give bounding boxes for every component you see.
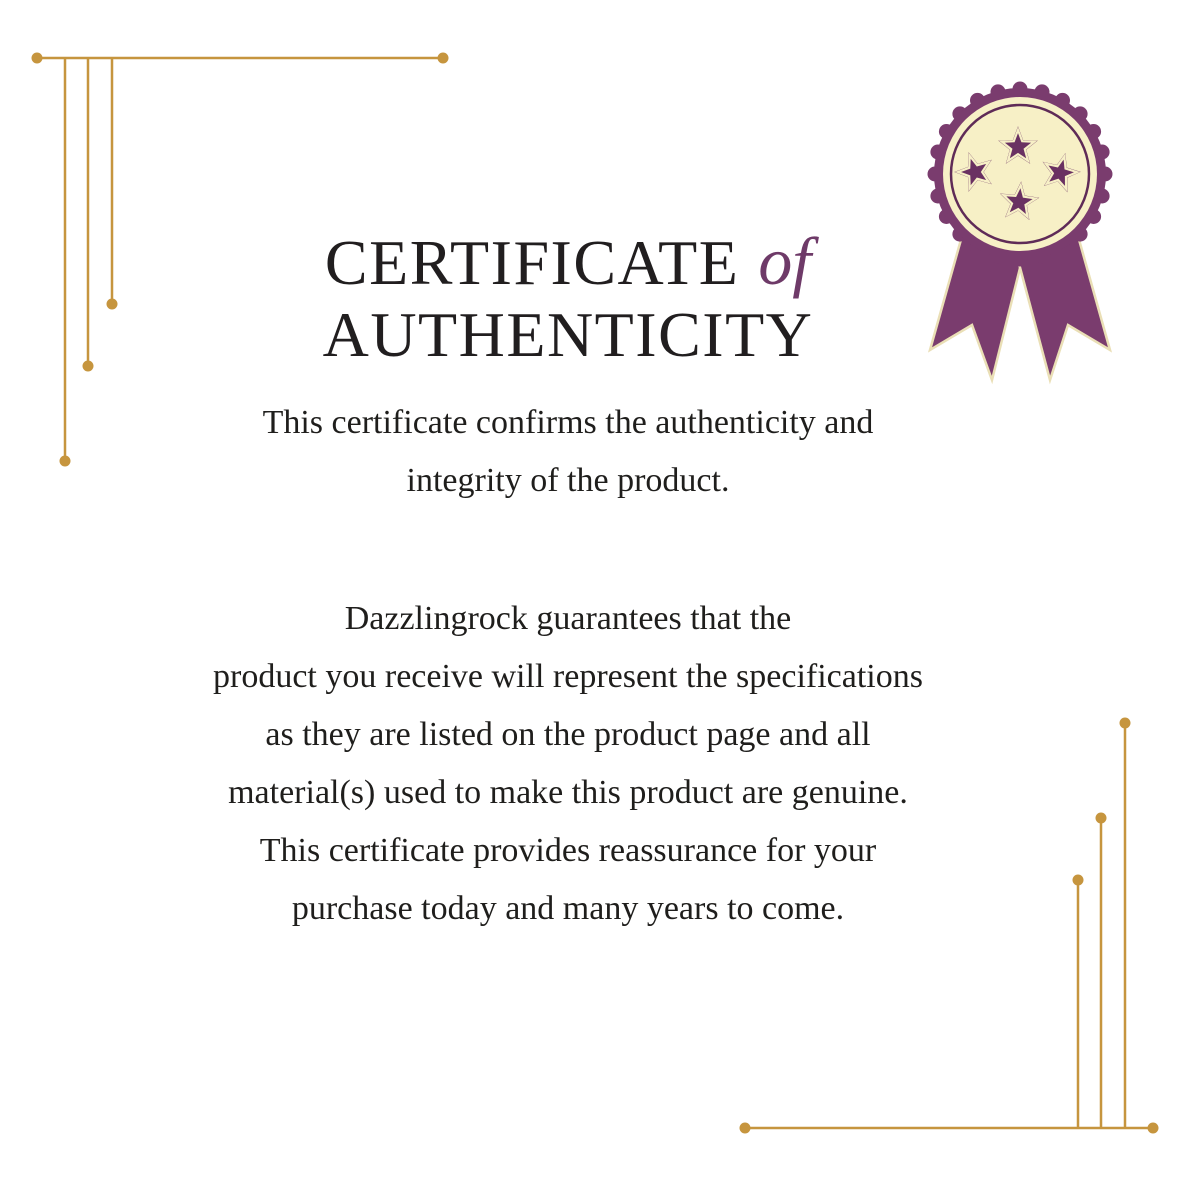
guarantee-line: product you receive will represent the specifications <box>213 658 923 695</box>
intro-paragraph <box>0 394 1136 510</box>
intro-line: integrity of the product. <box>406 462 730 499</box>
title-word-certificate: CERTIFICATE <box>324 227 740 298</box>
guarantee-paragraph <box>0 590 1136 938</box>
intro-line: This certificate confirms the authenticity and <box>262 404 874 441</box>
guarantee-line: This certificate provides reassurance for your <box>259 832 877 869</box>
guarantee-line: Dazzlingrock guarantees that the <box>344 600 792 637</box>
title-word-of: of <box>758 224 812 299</box>
guarantee-line: as they are listed on the product page and all <box>265 716 871 753</box>
guarantee-line: purchase today and many years to come. <box>291 890 845 927</box>
title-line-2: AUTHENTICITY <box>322 299 814 370</box>
certificate-title <box>0 226 1136 371</box>
title-line-1 <box>0 226 1136 299</box>
guarantee-line: material(s) used to make this product are genuine. <box>228 774 908 811</box>
